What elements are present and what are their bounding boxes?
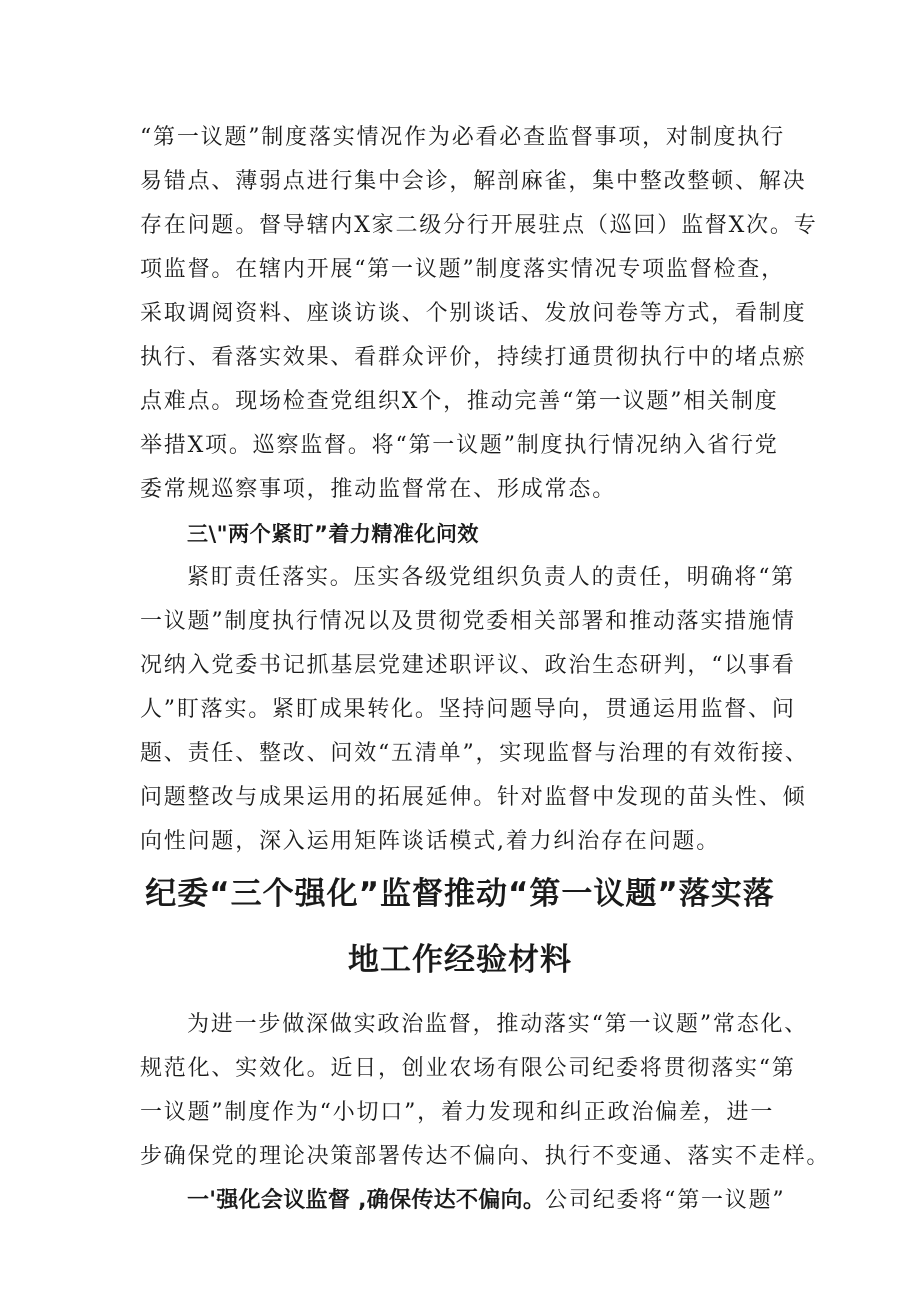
paragraph-line: 点难点。现场检查党组织X个，推动完善“第一议题”相关制度: [140, 389, 779, 414]
paragraph-line: 况纳入党委书记抓基层党建述职评议、政治生态研判，“以事看: [140, 653, 796, 678]
paragraph-line: 采取调阅资料、座谈访谈、个别谈话、发放问卷等方式，看制度: [140, 301, 807, 326]
paragraph-line: 一议题”制度作为“小切口”，着力发现和纠正政治偏差，进一: [140, 1100, 775, 1125]
paragraph-line: 向性问题，深入运用矩阵谈话模式,着力纠治存在问题。: [140, 829, 720, 854]
point-one-text: 公司纪委将“第一议题”: [545, 1188, 786, 1213]
paragraph-line: 步确保党的理论决策部署传达不偏向、执行不变通、落实不走样。: [140, 1144, 831, 1169]
paragraph-line: 为进一步做深做实政治监督，推动落实“第一议题”常态化、: [187, 1012, 809, 1037]
paragraph-line: 紧盯责任落实。压实各级党组织负责人的责任，明确将“第: [187, 565, 796, 590]
paragraph-line: 规范化、实效化。近日，创业农场有限公司纪委将贯彻落实“第: [140, 1056, 796, 1081]
paragraph-line: 一议题”制度执行情况以及贯彻党委相关部署和推动落实措施情: [140, 609, 796, 634]
point-one-heading: 一'强化会议监督 ,确保传达不偏向。: [187, 1188, 546, 1213]
paragraph-line: 易错点、薄弱点进行集中会诊，解剖麻雀，集中整改整顿、解决: [140, 169, 807, 194]
paragraph-line: “第一议题”制度落实情况作为必看必查监督事项，对制度执行: [140, 125, 785, 150]
paragraph-line: 问题整改与成果运用的拓展延伸。针对监督中发现的苗头性、倾: [140, 785, 807, 810]
point-one-line: [187, 1186, 785, 1216]
article-title-line-1: 纪委“三个强化”监督推动“第一议题”落实落: [145, 876, 775, 912]
paragraph-line: 举措X项。巡察监督。将“第一议题”制度执行情况纳入省行党: [140, 433, 779, 458]
paragraph-line: 委常规巡察事项，推动监督常在、形成常态。: [140, 477, 617, 502]
article-title-line-2: 地工作经验材料: [348, 942, 572, 978]
paragraph-line: 执行、看落实效果、看群众评价，持续打通贯彻执行中的堵点瘀: [140, 345, 807, 370]
paragraph-line: 题、责任、整改、问效“五清单”，实现监督与治理的有效衔接、: [140, 741, 809, 766]
paragraph-line: 人”盯落实。紧盯成果转化。坚持问题导向，贯通运用监督、问: [140, 697, 796, 722]
section-heading: 三\"两个紧盯”着力精准化问效: [187, 522, 479, 546]
paragraph-line: 项监督。在辖内开展“第一议题”制度落实情况专项监督检查，: [140, 257, 785, 282]
paragraph-line: 存在问题。督导辖内X家二级分行开展驻点（巡回）监督X次。专: [140, 213, 818, 238]
